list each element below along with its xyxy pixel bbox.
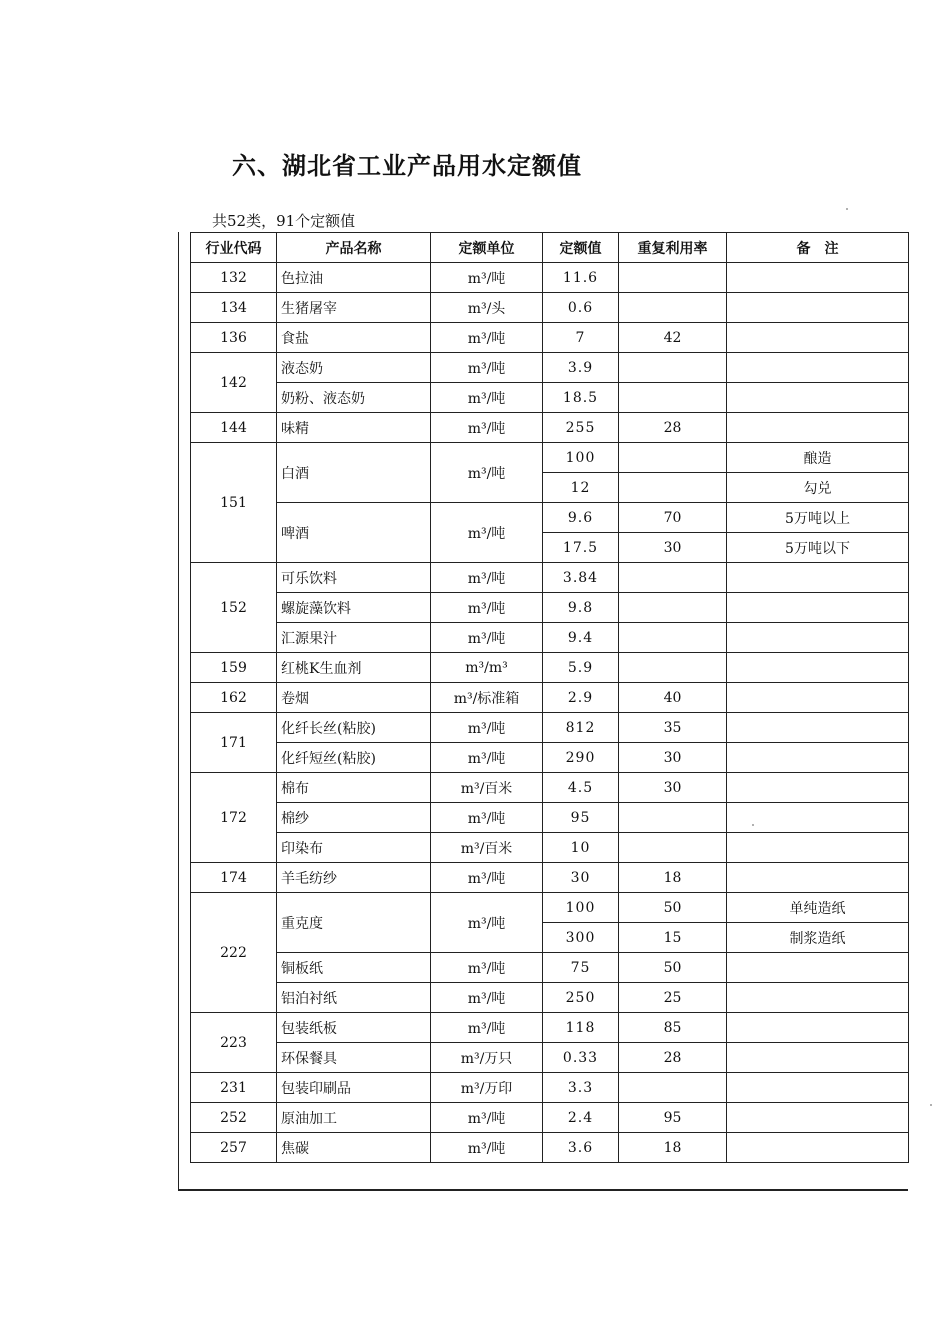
table-header-row [191,233,909,263]
reuse-rate [619,803,727,833]
table-row [191,323,909,353]
scan-speck [752,824,754,826]
reuse-rate: 95 [619,1103,727,1133]
quota-value: 3.6 [543,1133,619,1163]
product-name: 螺旋藻饮料 [277,593,431,623]
product-name: 食盐 [277,323,431,353]
quota-value: 100 [543,443,619,473]
reuse-rate: 70 [619,503,727,533]
remark: 制浆造纸 [727,923,909,953]
table-row [191,1073,909,1103]
product-name: 铜板纸 [277,953,431,983]
reuse-rate [619,653,727,683]
reuse-rate: 85 [619,1013,727,1043]
industry-code: 257 [191,1133,277,1163]
product-name: 液态奶 [277,353,431,383]
industry-code: 159 [191,653,277,683]
quota-unit: m³/吨 [431,983,543,1013]
product-name: 棉纱 [277,803,431,833]
quota-unit: m³/吨 [431,413,543,443]
left-border-line [178,232,179,1190]
reuse-rate: 18 [619,1133,727,1163]
remark [727,803,909,833]
remark [727,593,909,623]
product-name: 生猪屠宰 [277,293,431,323]
table-row [191,953,909,983]
reuse-rate: 30 [619,533,727,563]
quota-unit: m³/吨 [431,383,543,413]
remark [727,1043,909,1073]
remark [727,293,909,323]
product-name: 奶粉、液态奶 [277,383,431,413]
scan-speck [846,208,848,210]
quota-unit: m³/吨 [431,1013,543,1043]
quota-value: 290 [543,743,619,773]
reuse-rate: 50 [619,953,727,983]
table-row [191,773,909,803]
quota-unit: m³/吨 [431,893,543,953]
industry-code: 231 [191,1073,277,1103]
reuse-rate: 42 [619,323,727,353]
quota-value: 4.5 [543,773,619,803]
remark [727,1013,909,1043]
remark [727,383,909,413]
table-row [191,623,909,653]
quota-value: 5.9 [543,653,619,683]
quota-value: 0.6 [543,293,619,323]
quota-unit: m³/吨 [431,263,543,293]
remark: 勾兑 [727,473,909,503]
remark [727,353,909,383]
quota-value: 95 [543,803,619,833]
table-row [191,743,909,773]
quota-value: 812 [543,713,619,743]
quota-unit: m³/吨 [431,563,543,593]
product-name: 色拉油 [277,263,431,293]
reuse-rate: 18 [619,863,727,893]
reuse-rate [619,263,727,293]
quota-value: 9.8 [543,593,619,623]
remark [727,263,909,293]
industry-code: 174 [191,863,277,893]
reuse-rate [619,563,727,593]
quota-unit: m³/吨 [431,953,543,983]
quota-unit: m³/吨 [431,1103,543,1133]
remark [727,983,909,1013]
header-quota-value: 定额值 [543,233,619,263]
quota-value: 18.5 [543,383,619,413]
table-row [191,383,909,413]
remark [727,743,909,773]
table-row [191,893,909,923]
table-row [191,1013,909,1043]
quota-unit: m³/吨 [431,593,543,623]
quota-unit: m³/m³ [431,653,543,683]
quota-value: 75 [543,953,619,983]
reuse-rate [619,833,727,863]
reuse-rate [619,383,727,413]
table-row [191,443,909,473]
quota-unit: m³/吨 [431,353,543,383]
quota-unit: m³/吨 [431,863,543,893]
quota-value: 0.33 [543,1043,619,1073]
reuse-rate: 30 [619,743,727,773]
industry-code: 252 [191,1103,277,1133]
table-caption: 共52类，91个定额值 [212,212,356,230]
table-row [191,803,909,833]
quota-value: 3.3 [543,1073,619,1103]
product-name: 羊毛纺纱 [277,863,431,893]
table-row [191,593,909,623]
industry-code: 132 [191,263,277,293]
quota-value: 10 [543,833,619,863]
table-row [191,683,909,713]
table-row [191,713,909,743]
product-name: 白酒 [277,443,431,503]
quota-value: 3.84 [543,563,619,593]
reuse-rate [619,473,727,503]
reuse-rate [619,293,727,323]
reuse-rate: 30 [619,773,727,803]
product-name: 啤酒 [277,503,431,563]
quota-value: 300 [543,923,619,953]
industry-code: 172 [191,773,277,863]
product-name: 可乐饮料 [277,563,431,593]
reuse-rate: 35 [619,713,727,743]
reuse-rate [619,593,727,623]
quota-unit: m³/吨 [431,323,543,353]
industry-code: 171 [191,713,277,773]
quota-value: 12 [543,473,619,503]
remark [727,773,909,803]
scan-speck [930,1104,932,1106]
quota-value: 118 [543,1013,619,1043]
product-name: 印染布 [277,833,431,863]
table-row [191,983,909,1013]
table-row [191,413,909,443]
quota-value: 255 [543,413,619,443]
remark [727,713,909,743]
industry-code: 136 [191,323,277,353]
product-name: 焦碳 [277,1133,431,1163]
quota-value: 9.6 [543,503,619,533]
remark: 5万吨以下 [727,533,909,563]
reuse-rate: 28 [619,413,727,443]
product-name: 化纤长丝(粘胶) [277,713,431,743]
product-name: 包装印刷品 [277,1073,431,1103]
industry-code: 144 [191,413,277,443]
remark [727,953,909,983]
industry-code: 223 [191,1013,277,1073]
quota-value: 30 [543,863,619,893]
quota-value: 2.9 [543,683,619,713]
table-row [191,653,909,683]
reuse-rate [619,623,727,653]
industry-code: 222 [191,893,277,1013]
table-row [191,833,909,863]
product-name: 汇源果汁 [277,623,431,653]
quota-value: 7 [543,323,619,353]
reuse-rate: 40 [619,683,727,713]
quota-unit: m³/吨 [431,803,543,833]
reuse-rate: 15 [619,923,727,953]
remark [727,623,909,653]
table-row [191,503,909,533]
quota-value: 2.4 [543,1103,619,1133]
remark [727,413,909,443]
quota-unit: m³/吨 [431,743,543,773]
quota-unit: m³/吨 [431,443,543,503]
water-quota-table [190,232,909,1163]
header-quota-unit: 定额单位 [431,233,543,263]
product-name: 原油加工 [277,1103,431,1133]
quota-value: 100 [543,893,619,923]
table-row [191,353,909,383]
product-name: 化纤短丝(粘胶) [277,743,431,773]
product-name: 环保餐具 [277,1043,431,1073]
quota-value: 17.5 [543,533,619,563]
table-row [191,1043,909,1073]
table-row [191,293,909,323]
reuse-rate [619,1073,727,1103]
remark [727,563,909,593]
quota-value: 9.4 [543,623,619,653]
product-name: 味精 [277,413,431,443]
quota-unit: m³/万印 [431,1073,543,1103]
reuse-rate [619,353,727,383]
reuse-rate: 25 [619,983,727,1013]
quota-unit: m³/吨 [431,713,543,743]
remark [727,323,909,353]
reuse-rate: 28 [619,1043,727,1073]
industry-code: 151 [191,443,277,563]
remark [727,1133,909,1163]
table-row [191,263,909,293]
product-name: 红桃K生血剂 [277,653,431,683]
table-row [191,1103,909,1133]
table-row [191,863,909,893]
quota-unit: m³/头 [431,293,543,323]
quota-unit: m³/标准箱 [431,683,543,713]
product-name: 卷烟 [277,683,431,713]
table-row [191,1133,909,1163]
quota-unit: m³/万只 [431,1043,543,1073]
remark [727,833,909,863]
header-remarks: 备 注 [727,233,909,263]
quota-unit: m³/吨 [431,623,543,653]
table-row [191,563,909,593]
remark: 酿造 [727,443,909,473]
bottom-border-line [178,1189,908,1191]
quota-value: 11.6 [543,263,619,293]
remark [727,1103,909,1133]
industry-code: 152 [191,563,277,653]
header-reuse-rate: 重复利用率 [619,233,727,263]
industry-code: 142 [191,353,277,413]
remark [727,683,909,713]
reuse-rate [619,443,727,473]
quota-unit: m³/吨 [431,1133,543,1163]
quota-value: 250 [543,983,619,1013]
quota-unit: m³/百米 [431,833,543,863]
page-title: 六、湖北省工业产品用水定额值 [232,152,582,180]
product-name: 棉布 [277,773,431,803]
remark [727,1073,909,1103]
product-name: 包装纸板 [277,1013,431,1043]
industry-code: 134 [191,293,277,323]
product-name: 铝泊衬纸 [277,983,431,1013]
quota-unit: m³/百米 [431,773,543,803]
quota-unit: m³/吨 [431,503,543,563]
header-industry-code: 行业代码 [191,233,277,263]
quota-value: 3.9 [543,353,619,383]
remark [727,653,909,683]
remark [727,863,909,893]
remark: 单纯造纸 [727,893,909,923]
header-product-name: 产品名称 [277,233,431,263]
industry-code: 162 [191,683,277,713]
product-name: 重克度 [277,893,431,953]
remark: 5万吨以上 [727,503,909,533]
reuse-rate: 50 [619,893,727,923]
